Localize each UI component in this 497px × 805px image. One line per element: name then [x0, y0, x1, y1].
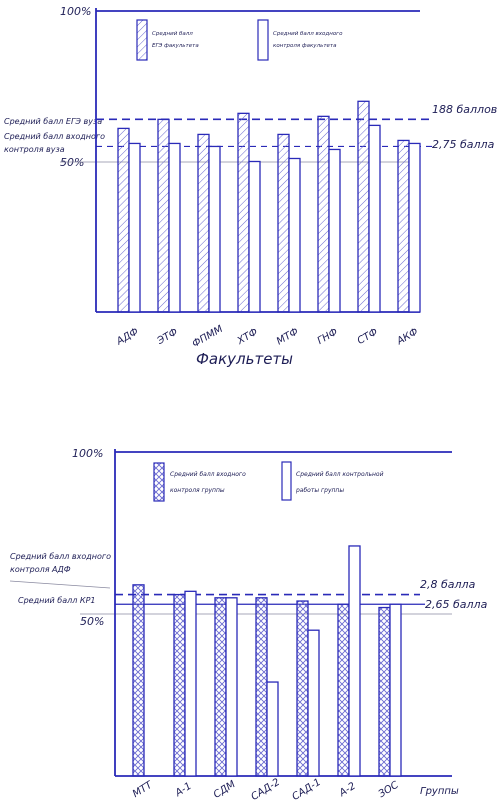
chart2-x-axis-title: Группы	[420, 786, 459, 797]
chart1-bar-ХТФ-s2	[249, 162, 260, 313]
chart1-tick-label: СТФ	[355, 326, 380, 348]
chart2-bar-СДМ-s2	[226, 598, 237, 776]
chart2-legend-swatch-2	[282, 462, 291, 500]
chart1-legend-label-2a: Средний балл входного	[273, 31, 343, 37]
chart2-tick-label: ЗОС	[376, 779, 401, 801]
chart2-legend-label-2b: работы группы	[296, 487, 345, 494]
chart2-bar-А-1-s2	[185, 591, 196, 776]
chart1-legend-swatch-2	[258, 20, 268, 60]
chart1-legend-label-1b: ЕГЭ факультета	[152, 43, 199, 49]
chart1-ref2-value: 2,75 балла	[432, 138, 495, 151]
chart2-tick-label: МТТ	[130, 779, 155, 801]
chart1-y-mid-label: 50%	[60, 156, 85, 169]
chart1-legend-label-2b: контроля факультета	[273, 43, 337, 49]
chart1-bar-АКФ-s2	[409, 143, 420, 312]
chart1-legend	[137, 20, 343, 60]
chart2-tick-label: А-2	[337, 780, 358, 799]
chart2-tick-label: САД-2	[249, 776, 282, 803]
chart2-bar-САД-1-s1	[297, 601, 308, 776]
chart1-legend-label-1a: Средний балл	[152, 31, 193, 37]
chart1-tick-label: ХТФ	[235, 326, 260, 347]
chart1-ref1-value: 188 баллов	[432, 103, 497, 116]
chart2-y-mid-label: 50%	[80, 615, 105, 628]
chart2-bar-ЗОС-s2	[390, 604, 401, 776]
chart2-bar-СДМ-s1	[215, 598, 226, 776]
chart1-bar-АКФ-s1	[398, 140, 409, 312]
chart1-bar-ФПММ-s2	[209, 146, 220, 312]
chart1-y-top-label: 100%	[60, 5, 92, 18]
chart1-tick-label: АКФ	[395, 326, 421, 348]
chart2-legend-label-1b: контроля группы	[170, 487, 225, 494]
chart2-bar-ЗОС-s1	[379, 608, 390, 776]
chart2-tick-label: СДМ	[211, 779, 238, 801]
chart2-ref2-value: 2,65 балла	[425, 598, 488, 611]
chart1-ref2-label-line2: контроля вуза	[4, 145, 65, 154]
chart2-tick-label: САД-1	[290, 776, 323, 803]
chart1-tick-label: ГНФ	[315, 326, 340, 348]
chart1-bar-АДФ-s2	[129, 143, 140, 312]
chart2-bar-А-2-s1	[338, 604, 349, 776]
chart1-bar-ЭТФ-s1	[158, 119, 169, 312]
chart2-bar-САД-2-s2	[267, 682, 278, 776]
chart2-bar-МТТ-s1	[133, 585, 144, 776]
chart2-tick-label: А-1	[173, 780, 194, 799]
chart1-bar-ЭТФ-s2	[169, 143, 180, 312]
chart2-legend-swatch-1	[154, 463, 164, 501]
chart2-bar-А-2-s2	[349, 546, 360, 776]
chart2-bar-САД-2-s1	[256, 598, 267, 776]
chart2-ref1-leader	[10, 581, 110, 588]
chart1-tick-label: ФПММ	[190, 323, 225, 350]
chart1-bar-ГНФ-s1	[318, 116, 329, 312]
chart1-bar-ГНФ-s2	[329, 149, 340, 312]
chart2-ref1-label-line1: Средний балл входного	[10, 552, 111, 561]
chart1-tick-label: ЭТФ	[155, 326, 180, 348]
chart-faculties	[4, 5, 497, 368]
chart1-bar-МТФ-s2	[289, 158, 300, 312]
chart1-tick-label: МТФ	[274, 326, 301, 348]
chart1-bar-СТФ-s2	[369, 125, 380, 312]
chart2-ref1-value: 2,8 балла	[420, 578, 476, 591]
chart2-ref2-label: Средний балл КР1	[18, 596, 96, 605]
chart1-bar-ХТФ-s1	[238, 113, 249, 312]
chart1-ref2-label-line1: Средний балл входного	[4, 132, 105, 141]
chart2-legend-label-1a: Средний балл входного	[170, 471, 246, 478]
chart2-bar-А-1-s1	[174, 595, 185, 776]
chart1-x-axis-title: Факультеты	[196, 350, 294, 368]
chart1-legend-swatch-1	[137, 20, 147, 60]
chart2-y-top-label: 100%	[72, 447, 104, 460]
chart1-bar-АДФ-s1	[118, 128, 129, 312]
chart2-legend-label-2a: Средний балл контрольной	[296, 471, 384, 478]
chart1-ref1-label: Средний балл ЕГЭ вуза	[4, 117, 103, 126]
chart2-bar-САД-1-s2	[308, 630, 319, 776]
chart1-tick-label: АДФ	[114, 326, 141, 348]
chart2-ref1-label-line2: контроля АДФ	[10, 565, 71, 574]
chart-groups	[10, 447, 488, 803]
chart1-bar-МТФ-s1	[278, 134, 289, 312]
chart1-bar-СТФ-s1	[358, 101, 369, 312]
chart1-bar-ФПММ-s1	[198, 134, 209, 312]
chart2-legend	[154, 462, 384, 501]
